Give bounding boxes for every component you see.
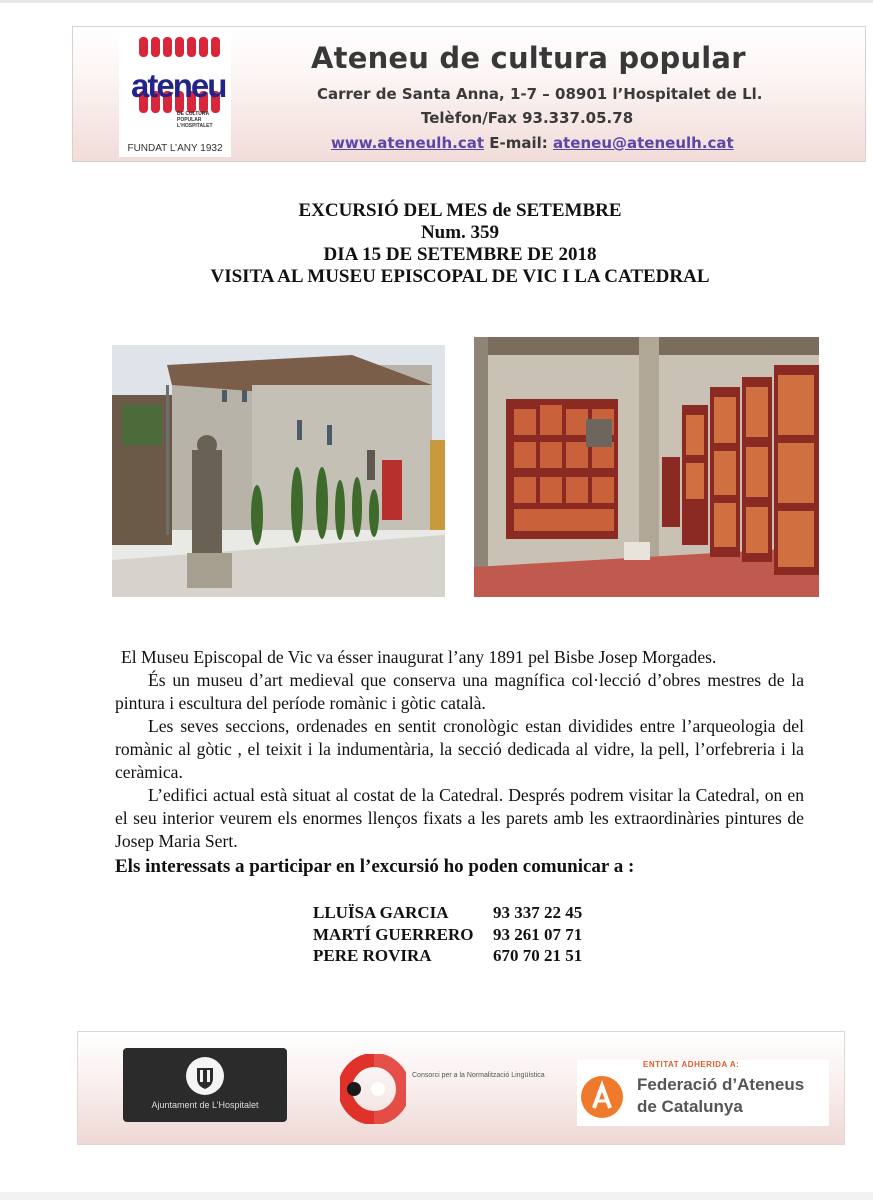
contact-row — [313, 945, 582, 967]
logo-word: ateneu — [131, 67, 226, 104]
scan-bottom-edge — [0, 1192, 873, 1200]
paragraph-4: L’edifici actual està situat al costat de la Catedral. Després podrem visitar la Catedral, on en el seu interior veurem els enormes llenços fixats a les parets amb les extraordinàries pintures de Josep Maria Sert. — [115, 785, 804, 851]
city-seal-icon — [185, 1056, 225, 1096]
call-to-action: Els interessats a participar en l’excursió ho poden comunicar a : — [115, 856, 635, 877]
contact-name: LLUÏSA GARCIA — [313, 903, 449, 922]
org-phone: Telèfon/Fax 93.337.05.78 — [421, 109, 634, 127]
contact-name: MARTÍ GUERRERO — [313, 924, 474, 944]
federacio-a-icon — [581, 1076, 623, 1118]
cpnl-logo — [340, 1054, 546, 1124]
contact-row — [313, 924, 582, 946]
heading-line-4: VISITA AL MUSEU EPISCOPAL DE VIC I LA CATEDRAL — [210, 266, 710, 287]
contact-row — [313, 902, 582, 924]
federacio-line-2: de Catalunya — [637, 1097, 743, 1116]
contact-phone: 93 337 22 45 — [493, 903, 583, 922]
contact-phone: 670 70 21 51 — [493, 946, 583, 965]
org-address: Carrer de Santa Anna, 1-7 – 08901 l’Hospitalet de Ll. — [317, 85, 763, 103]
paragraph-1: El Museu Episcopal de Vic va ésser inaugurat l’any 1891 pel Bisbe Josep Morgades. — [121, 647, 717, 667]
description — [115, 646, 804, 853]
federacio-line-1: Federació d’Ateneus — [637, 1075, 805, 1094]
museum-exterior-photo — [112, 345, 445, 597]
website-link[interactable]: www.ateneulh.cat — [331, 134, 485, 152]
logo-fundat: FUNDAT L’ANY 1932 — [127, 143, 223, 154]
ateneu-logo — [119, 33, 231, 157]
paragraph-3: Les seves seccions, ordenades en sentit cronològic estan dividides entre l’arqueologia del romànic al gòtic , el teixit i la indumentària, la secció dedicada al vidre, la pell, l’orfebreria i la ceràmica. — [115, 716, 804, 782]
paragraph-2: És un museu d’art medieval que conserva una magnífica col·lecció d’obres mestres de la pintura i escultura del període romànic i gòtic català. — [115, 670, 804, 713]
contact-list — [313, 902, 582, 967]
cpnl-mark-icon — [340, 1054, 406, 1124]
ajuntament-text: Ajuntament de L’Hospitalet — [151, 1100, 259, 1110]
excursion-heading — [0, 200, 873, 288]
org-contact-line — [331, 134, 734, 152]
org-title: Ateneu de cultura popular — [311, 41, 746, 75]
federacio-tag: ENTITAT ADHERIDA A: — [643, 1060, 740, 1069]
federacio-name — [637, 1074, 804, 1118]
email-link[interactable]: ateneu@ateneulh.cat — [553, 134, 734, 152]
sponsor-footer — [77, 1031, 845, 1145]
cpnl-text: Consorci per a la Normalització Lingüística — [412, 1072, 545, 1079]
heading-line-1: EXCURSIÓ DEL MES de SETEMBRE — [298, 200, 622, 221]
heading-line-3: DIA 15 DE SETEMBRE DE 2018 — [323, 244, 597, 265]
email-label: E-mail: — [489, 134, 548, 152]
contact-name: PERE ROVIRA — [313, 946, 432, 965]
letterhead — [72, 26, 866, 162]
ajuntament-logo — [123, 1048, 287, 1122]
federacio-logo — [577, 1060, 829, 1126]
contact-phone: 93 261 07 71 — [493, 924, 583, 944]
heading-line-2: Num. 359 — [420, 222, 500, 243]
museum-interior-photo — [474, 337, 819, 597]
scan-top-edge — [0, 0, 873, 3]
logo-small-text: DE CULTURA POPULAR L'HOSPITALET — [177, 111, 213, 129]
